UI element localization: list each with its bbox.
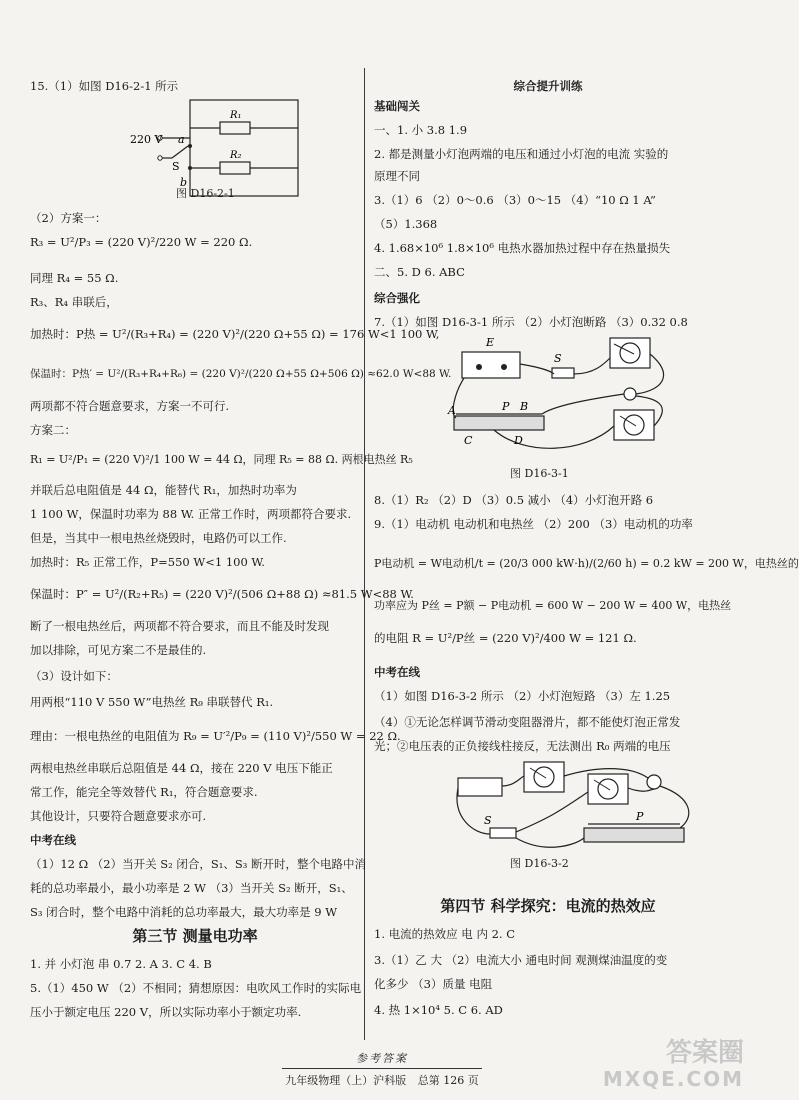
equation-r1: R₁ = U²/P₁ = (220 V)²/1 100 W = 44 Ω，同理 R₅ = 88 Ω. 两根电热丝 R₅ bbox=[30, 453, 413, 466]
design-line-2: 两根电热丝串联后总阻值是 44 Ω，接在 220 V 电压下能正 bbox=[30, 761, 333, 775]
watermark bbox=[603, 1040, 744, 1092]
resistor-r1 bbox=[220, 122, 250, 134]
figure-caption-d16-3-2: 图 D16-3-2 bbox=[510, 857, 569, 870]
zhongkao-heading-left: 中考在线 bbox=[30, 833, 76, 847]
zhongkao-heading-right: 中考在线 bbox=[374, 665, 420, 679]
bulb bbox=[624, 388, 636, 400]
scheme-two-heading: 方案二： bbox=[30, 423, 76, 437]
outer-circuit-frame bbox=[190, 100, 298, 196]
label-d: D bbox=[514, 434, 523, 447]
footer-book: 九年级物理（上）沪科版 bbox=[285, 1074, 407, 1087]
scheme-two-line-2: 1 100 W，保温时功率为 88 W. 正常工作时，两项都符合要求. bbox=[30, 507, 352, 521]
zhongkao-right-1: （1）如图 D16-3-2 所示 （2）小灯泡短路 （3）左 1.25 bbox=[374, 689, 671, 703]
figure-caption-d16-3-1: 图 D16-3-1 bbox=[510, 467, 569, 480]
resistor-r2 bbox=[220, 162, 250, 174]
design-line-4: 其他设计，只要符合题意要求亦可. bbox=[30, 809, 207, 823]
basic-answer-3b: （5）1.368 bbox=[374, 217, 438, 231]
apparatus-diagram-d16-3-1 bbox=[434, 334, 684, 464]
scheme-two-line-4: 断了一根电热丝后，两项都不符合要求，而且不能及时发现 bbox=[30, 619, 329, 633]
motor-power-equation: P电动机 = W电动机/t = (20/3 000 kW·h)/(2/60 h) = 0.2 kW = 200 W，电热丝的 bbox=[374, 557, 799, 570]
label-b2: B bbox=[520, 400, 529, 413]
watermark-line1: 答案圈 bbox=[665, 1038, 744, 1068]
equation-r3: R₃ = U²/P₃ = (220 V)²/220 W = 220 Ω. bbox=[30, 235, 253, 249]
heating-power-one: 加热时：P热 = U²/(R₃+R₄) = (220 V)²/(220 Ω+55 Ω) = 176 W<1 100 W, bbox=[30, 327, 440, 341]
circuit-diagram-d16-2-1 bbox=[130, 98, 310, 198]
section-four-answer-1: 1. 电流的热效应 电 内 2. C bbox=[374, 927, 516, 941]
label-r1: R₁ bbox=[230, 110, 242, 121]
zhongkao-line-2: 耗的总功率最小，最小功率是 2 W （3）当开关 S₂ 断开，S₁、 bbox=[30, 881, 353, 895]
rheostat bbox=[454, 416, 544, 430]
label-b: b bbox=[180, 176, 188, 189]
section-four-title: 第四节 科学探究：电流的热效应 bbox=[440, 897, 656, 915]
label-r2: R₂ bbox=[230, 150, 242, 161]
label-a: a bbox=[178, 133, 185, 146]
section-three-answer-5b: 压小于额定电压 220 V，所以实际功率小于额定功率. bbox=[30, 1005, 302, 1019]
design-reason: 理由：一根电热丝的电阻值为 R₉ = U′²/P₉ = (110 V)²/550 W = 22 Ω. bbox=[30, 729, 401, 743]
scheme-two-warming: 保温时：P″ = U²/(R₂+R₅) = (220 V)²/(506 Ω+88 Ω) ≈81.5 W<88 W. bbox=[30, 587, 414, 601]
scheme-two-line-5: 加以排除，可见方案二不是最佳的. bbox=[30, 643, 207, 657]
zhongkao-right-3: 光；②电压表的正负接线柱接反，无法测出 R₀ 两端的电压 bbox=[374, 739, 671, 753]
basic-heading: 基础闯关 bbox=[374, 99, 420, 113]
design-heading: （3）设计如下： bbox=[30, 669, 118, 683]
section-three-answer-5: 5.（1）450 W （2）不相同；猜想原因：电吹风工作时的实际电 bbox=[30, 981, 362, 995]
basic-answer-2: 2. 都是测量小灯泡两端的电压和通过小灯泡的电流 实验的 bbox=[374, 147, 669, 161]
basic-answer-4: 4. 1.68×10⁶ 1.8×10⁶ 电热水器加热过程中存在热量损失 bbox=[374, 241, 671, 255]
switch-s-base bbox=[552, 368, 574, 378]
scheme-one-conclusion: 两项都不符合题意要求，方案一不可行. bbox=[30, 399, 230, 413]
zhongkao-line-3: S₃ 闭合时，整个电路中消耗的总功率最大，最大功率是 9 W bbox=[30, 905, 338, 919]
strengthen-answer-9: 9.（1）电动机 电动机和电热丝 （2）200 （3）电动机的功率 bbox=[374, 517, 693, 531]
label-s2: S bbox=[554, 352, 562, 365]
footer-rule bbox=[282, 1068, 482, 1069]
label-p2: P bbox=[636, 810, 644, 823]
figure-caption-d16-2-1: 图 D16-2-1 bbox=[176, 187, 235, 200]
footer-label: 参考答案 bbox=[356, 1052, 408, 1065]
watermark-line2: MXQE.COM bbox=[602, 1067, 744, 1091]
section-four-answer-4: 4. 热 1×10⁴ 5. C 6. AD bbox=[374, 1003, 503, 1017]
power-supply-e bbox=[462, 352, 520, 378]
label-s: S bbox=[172, 160, 180, 173]
zhongkao-right-2: （4）①无论怎样调节滑动变阻器滑片，都不能使灯泡正常发 bbox=[374, 715, 681, 729]
section-three-answer-1: 1. 并 小灯泡 串 0.7 2. A 3. C 4. B bbox=[30, 957, 212, 971]
apparatus-diagram-d16-3-2 bbox=[454, 758, 714, 858]
basic-answer-5: 二、5. D 6. ABC bbox=[374, 265, 465, 279]
design-line-3: 常工作，能完全等效替代 R₁，符合题意要求. bbox=[30, 785, 258, 799]
scheme-two-heating: 加热时：R₅ 正常工作，P=550 W<1 100 W. bbox=[30, 555, 265, 569]
warming-power-one: 保温时：P热′ = U²/(R₃+R₄+R₆) = (220 V)²/(220 Ω+55 Ω+506 Ω) ≈62.0 W<88 W. bbox=[30, 368, 452, 380]
battery bbox=[458, 778, 502, 796]
scheme-one-heading: （2）方案一： bbox=[30, 211, 107, 225]
scheme-two-line-3: 但是，当其中一根电热丝烧毁时，电路仍可以工作. bbox=[30, 531, 287, 545]
column-divider bbox=[364, 68, 365, 1040]
label-e: E bbox=[486, 336, 495, 349]
rheostat-2 bbox=[584, 828, 684, 842]
series-note: R₃、R₄ 串联后， bbox=[30, 295, 118, 309]
page-footer bbox=[282, 1050, 482, 1088]
design-line-1: 用两根“110 V 550 W”电热丝 R₉ 串联替代 R₁. bbox=[30, 695, 274, 709]
strengthen-answer-7: 7.（1）如图 D16-3-1 所示 （2）小灯泡断路 （3）0.32 0.8 bbox=[374, 315, 688, 329]
bulb-2 bbox=[647, 775, 661, 789]
footer-page: 总第 126 页 bbox=[417, 1074, 479, 1087]
basic-answer-3: 3.（1）6 （2）0～0.6 （3）0～15 （4）“10 Ω 1 A” bbox=[374, 193, 656, 207]
section-three-title: 第三节 测量电功率 bbox=[132, 927, 258, 945]
section-four-answer-3: 3.（1）乙 大 （2）电流大小 通电时间 观测煤油温度的变 bbox=[374, 953, 668, 967]
label-a2: A bbox=[448, 404, 456, 417]
label-s3: S bbox=[484, 814, 492, 827]
scheme-two-line-1: 并联后总电阻值是 44 Ω，能替代 R₁，加热时功率为 bbox=[30, 483, 297, 497]
label-p: P bbox=[502, 400, 510, 413]
wire-power-equation: 功率应为 P丝 = P额 − P电动机 = 600 W − 200 W = 400 W，电热丝 bbox=[374, 599, 732, 612]
label-220v: 220 V bbox=[130, 133, 163, 146]
zhongkao-line-1: （1）12 Ω （2）当开关 S₂ 闭合，S₁、S₃ 断开时，整个电路中消 bbox=[30, 857, 367, 871]
answer-15-1: 15.（1）如图 D16-2-1 所示 bbox=[30, 79, 179, 93]
comprehensive-heading: 综合提升训练 bbox=[513, 79, 583, 93]
switch-s-2 bbox=[490, 828, 516, 838]
basic-answer-1: 一、1. 小 3.8 1.9 bbox=[374, 123, 468, 137]
equation-r4: 同理 R₄ = 55 Ω. bbox=[30, 271, 119, 285]
strengthen-heading: 综合强化 bbox=[374, 291, 420, 305]
label-c: C bbox=[464, 434, 473, 447]
wire-resistance-equation: 的电阻 R = U²/P丝 = (220 V)²/400 W = 121 Ω. bbox=[374, 631, 637, 645]
section-four-answer-3b: 化多少 （3）质量 电阻 bbox=[374, 977, 493, 991]
basic-answer-2b: 原理不同 bbox=[374, 169, 420, 183]
strengthen-answer-8: 8.（1）R₂ （2）D （3）0.5 减小 （4）小灯泡开路 6 bbox=[374, 493, 654, 507]
switch-s-lever bbox=[172, 146, 188, 158]
